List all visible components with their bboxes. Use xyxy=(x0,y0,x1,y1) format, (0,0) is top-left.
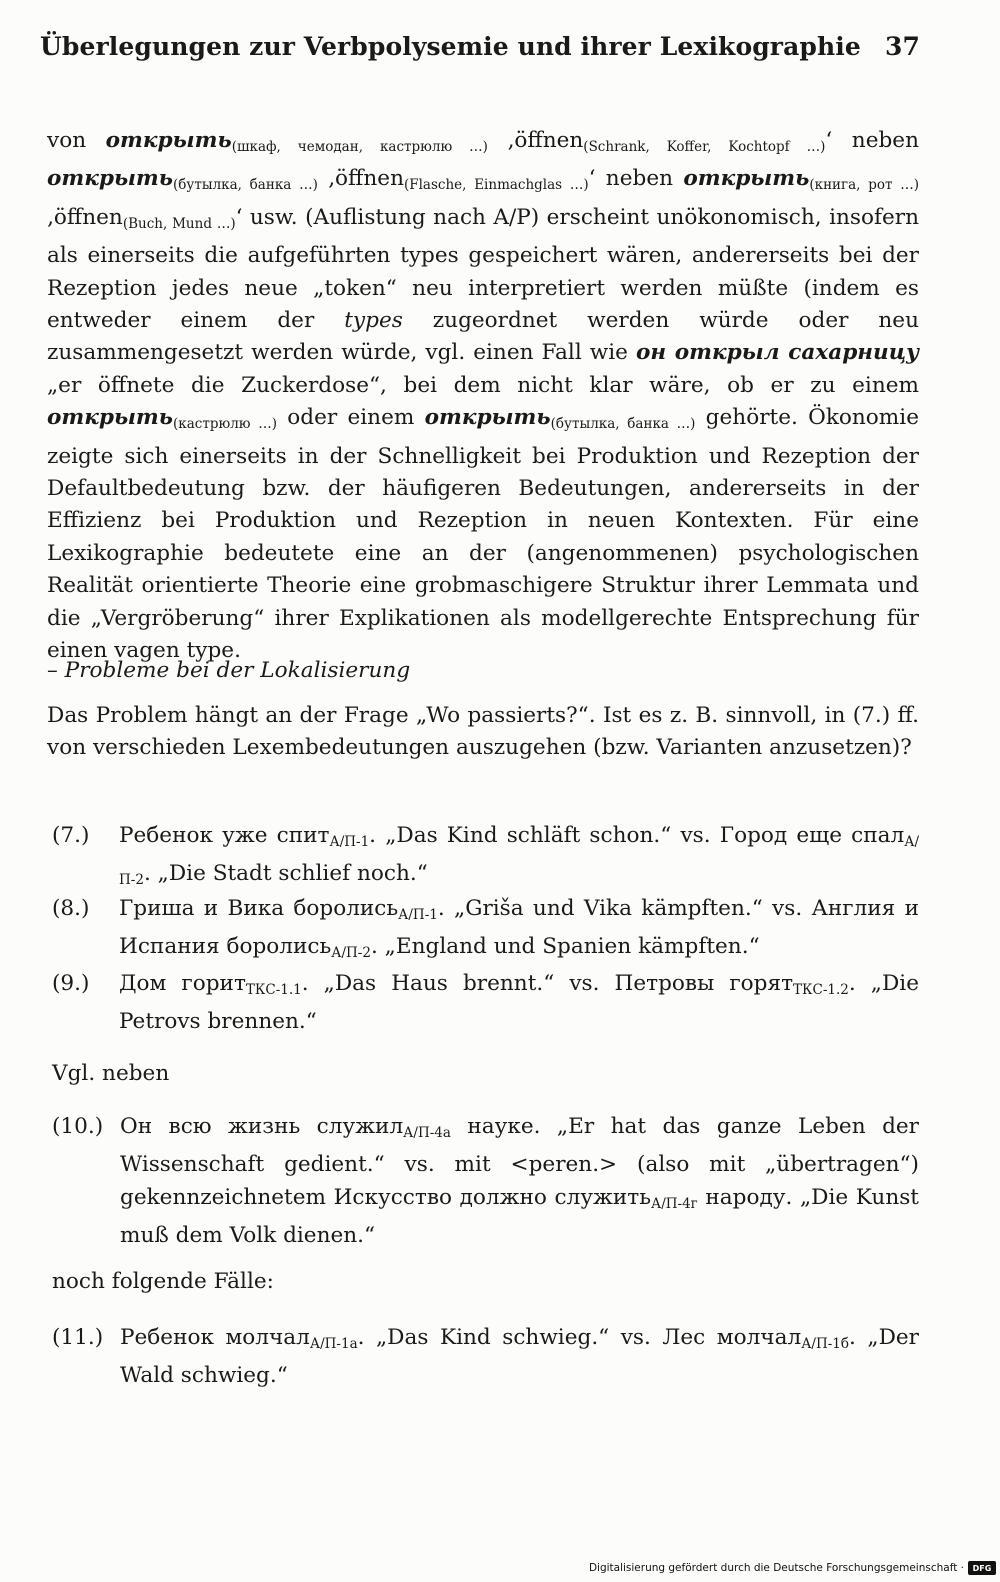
paragraph-main xyxy=(47,125,919,668)
text-run: ‚öffnen xyxy=(487,128,584,153)
text-run: . „Griša und Vika kämpften.“ vs. Англия и Испания боролись xyxy=(119,896,919,960)
russian-term: открыть xyxy=(47,166,174,192)
example-number: (8.) xyxy=(52,896,90,921)
subscript: ТКС-1.1 xyxy=(245,982,302,998)
text-run: народу. „Die Kunst muß dem Volk dienen.“ xyxy=(120,1184,919,1249)
dfg-logo-icon: DFG xyxy=(968,1561,996,1575)
example-text xyxy=(119,820,919,897)
example-11 xyxy=(52,1322,919,1393)
text-run: von xyxy=(47,128,106,153)
russian-term: открыть xyxy=(683,166,810,192)
subscript: А/П-2 xyxy=(331,945,371,962)
text-run: науке. „Er hat das ganze Leben der Wissenschaft gedient.“ vs. mit <peren.> (also mit „übertragen“) gekennzeichnetem Искусство должно служить xyxy=(120,1114,919,1210)
text-run: . „Die Petrovs brennen.“ xyxy=(119,971,919,1035)
subscript: (шкаф, чемодан, кастрюлю …) xyxy=(231,139,488,155)
text-run: . „Das Kind schläft schon.“ vs. Город еще спал xyxy=(369,823,905,848)
example-number: (9.) xyxy=(52,971,90,996)
subscript: (книга, рот …) xyxy=(809,177,919,194)
example-number: (11.) xyxy=(52,1325,104,1350)
subscript: А/П-1 xyxy=(398,907,438,923)
example-number: (7.) xyxy=(52,823,90,848)
subscript: (бутылка, банка …) xyxy=(550,416,696,433)
text-run: . „Der Wald schwieg.“ xyxy=(120,1325,919,1389)
text-run: Он всю жизнь служил xyxy=(120,1114,404,1139)
example-7 xyxy=(52,820,919,897)
paragraph-2: Das Problem hängt an der Frage „Wo passierts?“. Ist es z. B. sinnvoll, in (7.) ff. von verschieden Lexembedeutungen auszugehen (bzw. Varianten anzusetzen)? xyxy=(47,703,919,761)
subscript: А/П-4а xyxy=(403,1125,451,1141)
russian-term: открыть xyxy=(424,405,551,431)
russian-term: открыть xyxy=(105,128,232,153)
text-run: . „England und Spanien kämpften.“ xyxy=(370,934,760,960)
subscript: (Schrank, Koffer, Kochtopf …) xyxy=(583,139,826,155)
text-run: „er öffnete die Zuckerdose“, bei dem nicht klar wäre, ob er zu einem xyxy=(47,372,919,398)
text-run: Ребенок молчал xyxy=(120,1325,310,1350)
subscript: А/П-4г xyxy=(650,1195,698,1212)
example-number: (10.) xyxy=(52,1114,104,1139)
text-run: zugeordnet werden würde oder neu zusammengesetzt werden würde, vgl. einen Fall wie xyxy=(47,308,919,366)
text-run: . „Die Stadt schlief noch.“ xyxy=(143,861,428,887)
subscript: (Buch, Mund …) xyxy=(122,215,236,232)
subscript: А/П-1 xyxy=(329,834,370,850)
text-run: gehörte. Ökonomie zeigte sich einerseits in der Schnelligkeit bei Produktion und Rezeption der Defaultbedeutung bzw. der häufigeren Bedeutungen, andererseits in der Effizienz bei Produktion und Rezeption in neuen Kontexten. Für eine Lexikographie bedeutete eine an der (angenommenen) psychologischen Realität orientierte Theorie eine grobmaschigere Struktur ihrer Lemmata und die „Vergröberung“ ihrer Explikationen als modellgerechte Entsprechung für einen vagen type. xyxy=(47,405,919,664)
text-run: ‘ usw. (Auflistung nach A/P) erscheint unökonomisch, insofern als einerseits die aufgeführten types gespeichert wären, andererseits bei der Rezeption jedes neue „token“ neu interpretiert werden müßte (indem es entweder einem der xyxy=(47,204,919,334)
italic-term: types xyxy=(344,308,403,334)
subscript: А/П-1б xyxy=(801,1336,850,1352)
paragraph-1 xyxy=(47,125,919,668)
page-number: 37 xyxy=(885,32,920,61)
section-heading: – Probleme bei der Lokalisierung xyxy=(47,658,411,683)
digitization-credit xyxy=(589,1560,996,1576)
subscript: (кастрюлю …) xyxy=(173,416,278,433)
subscript: ТКС-1.2 xyxy=(793,982,849,998)
text-run: Ребенок уже спит xyxy=(119,823,330,848)
text-run: Дом горит xyxy=(119,971,246,996)
text-run: ‘ neben xyxy=(588,166,684,192)
example-text xyxy=(120,1111,919,1253)
running-title: Überlegungen zur Verbpolysemie und ihrer Lexikographie xyxy=(40,32,861,61)
text-run: . „Das Kind schwieg.“ vs. Лес молчал xyxy=(357,1325,802,1350)
russian-term: открыть xyxy=(47,405,174,431)
example-9 xyxy=(52,968,919,1039)
example-text xyxy=(119,968,919,1039)
transition-text-vgl: Vgl. neben xyxy=(52,1061,170,1086)
subscript: (бутылка, банка …) xyxy=(173,177,318,194)
credit-text: Digitalisierung gefördert durch die Deutsche Forschungsgemeinschaft · xyxy=(588,1562,964,1574)
text-run: . „Das Haus brennt.“ vs. Петровы горят xyxy=(301,971,794,996)
text-run: Гриша и Вика боролись xyxy=(119,896,399,921)
example-8 xyxy=(52,893,919,970)
russian-term: он открыл сахарницу xyxy=(635,340,919,366)
subscript: (Flasche, Einmachglas …) xyxy=(403,177,589,194)
example-text xyxy=(120,1322,919,1393)
example-10 xyxy=(52,1111,919,1253)
subscript: А/П-1а xyxy=(309,1336,358,1352)
text-run: ‚öffnen xyxy=(317,166,404,192)
text-run: oder einem xyxy=(277,405,425,431)
example-text xyxy=(119,893,919,970)
subscript: А/П-2 xyxy=(119,834,919,889)
running-head xyxy=(40,32,920,68)
text-run: ‚öffnen xyxy=(47,204,123,230)
transition-text-noch: noch folgende Fälle: xyxy=(52,1269,274,1294)
text-run: ‘ neben xyxy=(825,128,919,153)
